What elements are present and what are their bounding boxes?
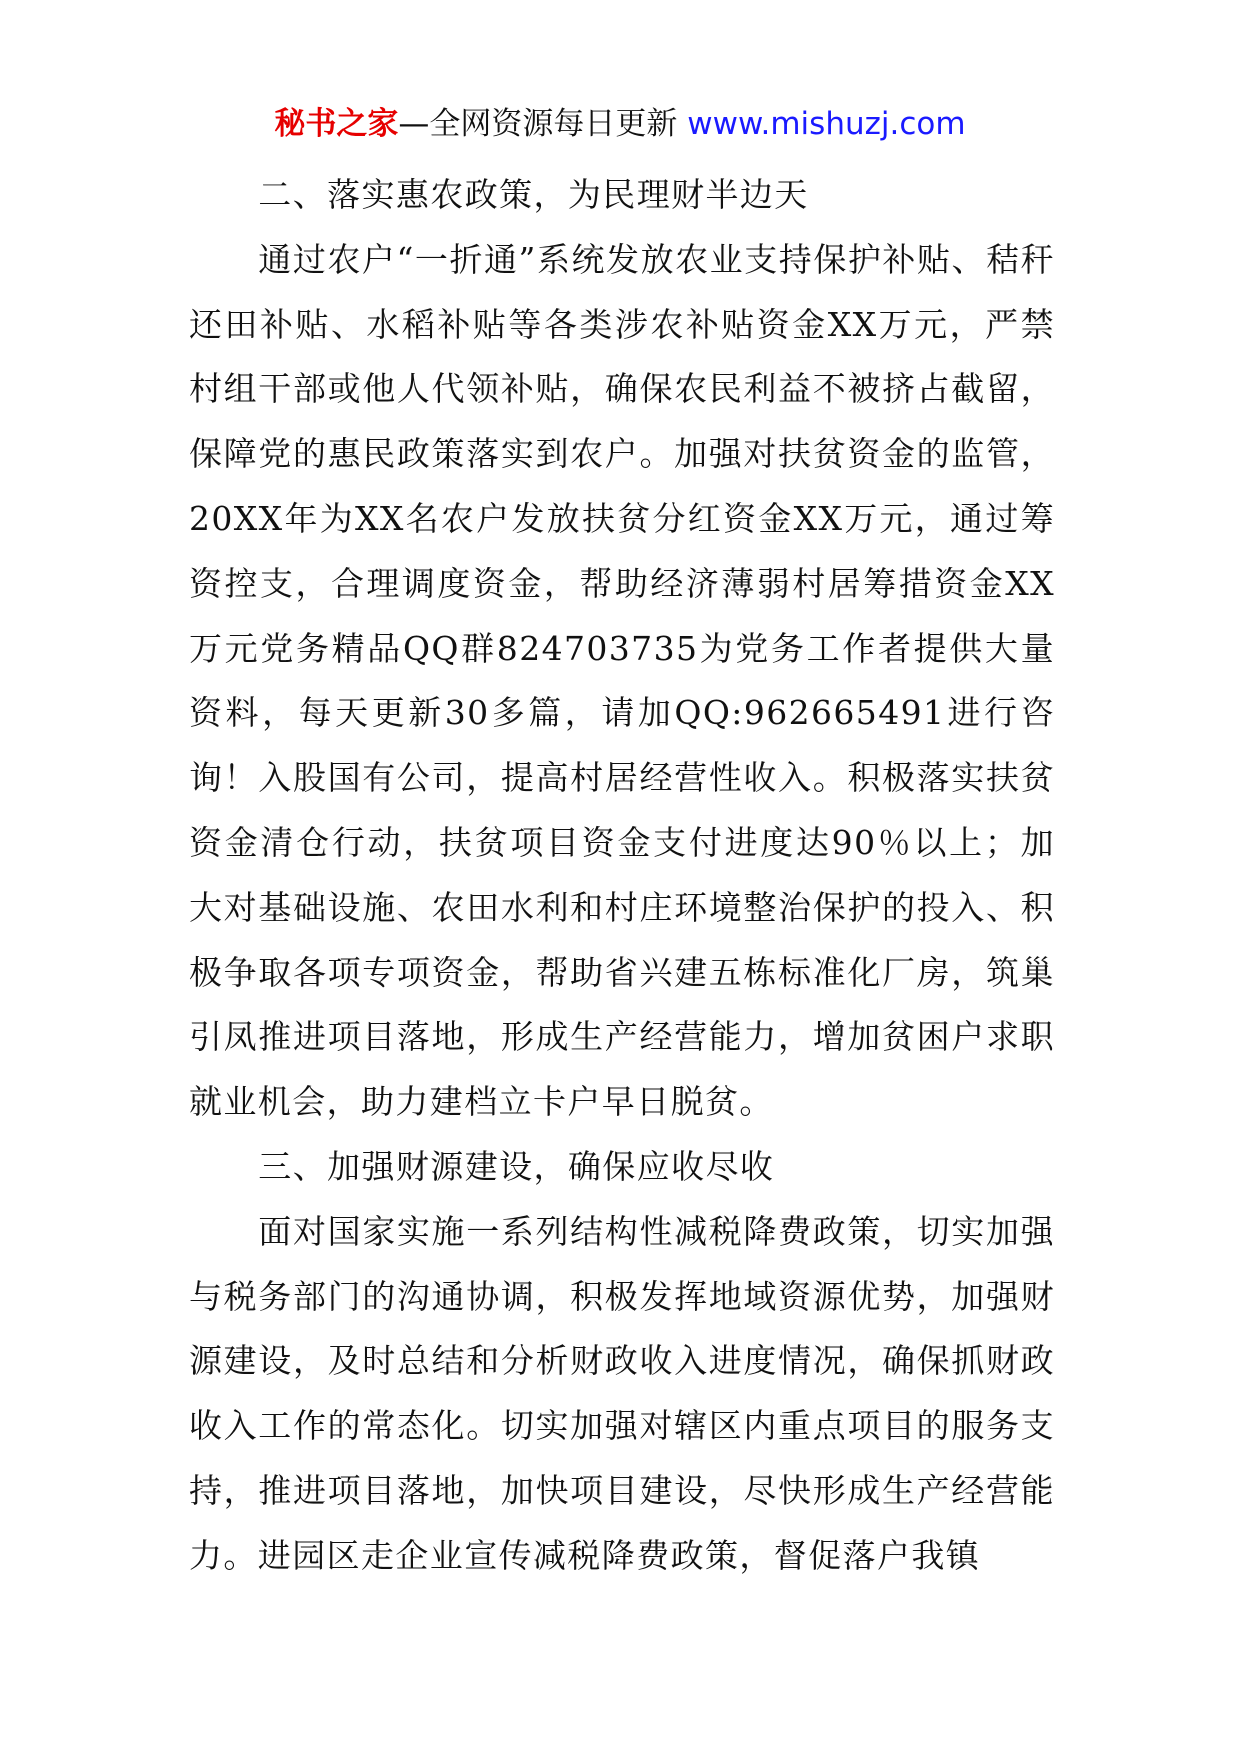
document-body bbox=[189, 163, 1055, 1589]
site-tagline: —全网资源每日更新 bbox=[398, 106, 688, 142]
section-heading: 二、落实惠农政策，为民理财半边天 bbox=[258, 175, 809, 214]
site-brand: 秘书之家 bbox=[274, 106, 399, 142]
section-paragraph: 面对国家实施一系列结构性减税降费政策，切实加强与税务部门的沟通协调，积极发挥地域资源优势，加强财源建设，及时总结和分析财政收入进度情况，确保抓财政收入工作的常态化。切实加强对辖区内重点项目的服务支持，推进项目落地，加快项目建设，尽快形成生产经营能力。进园区走企业宣传减税降费政策，督促落户我镇 bbox=[189, 1211, 1055, 1575]
section-paragraph: 通过农户“一折通”系统发放农业支持保护补贴、秸秆还田补贴、水稻补贴等各类涉农补贴资金XX万元，严禁村组干部或他人代领补贴，确保农民利益不被挤占截留，保障党的惠民政策落实到农户。加强对扶贫资金的监管，20XX年为XX名农户发放扶贫分红资金XX万元，通过筹资控支，合理调度资金，帮助经济薄弱村居筹措资金XX万元党务精品QQ群824703735为党务工作者提供大量资料，每天更新30多篇，请加QQ:962665491进行咨询！入股国有公司，提高村居经营性收入。积极落实扶贫资金清仓行动，扶贫项目资金支付进度达90％以上；加大对基础设施、农田水利和村庄环境整治保护的投入、积极争取各项专项资金，帮助省兴建五栋标准化厂房，筑巢引凤推进项目落地，形成生产经营能力，增加贫困户求职就业机会，助力建档立卡户早日脱贫。 bbox=[189, 239, 1055, 1122]
section-heading: 三、加强财源建设，确保应收尽收 bbox=[258, 1146, 775, 1186]
site-url-link[interactable]: www.mishuzj.com bbox=[687, 106, 966, 142]
site-header bbox=[0, 100, 1240, 148]
